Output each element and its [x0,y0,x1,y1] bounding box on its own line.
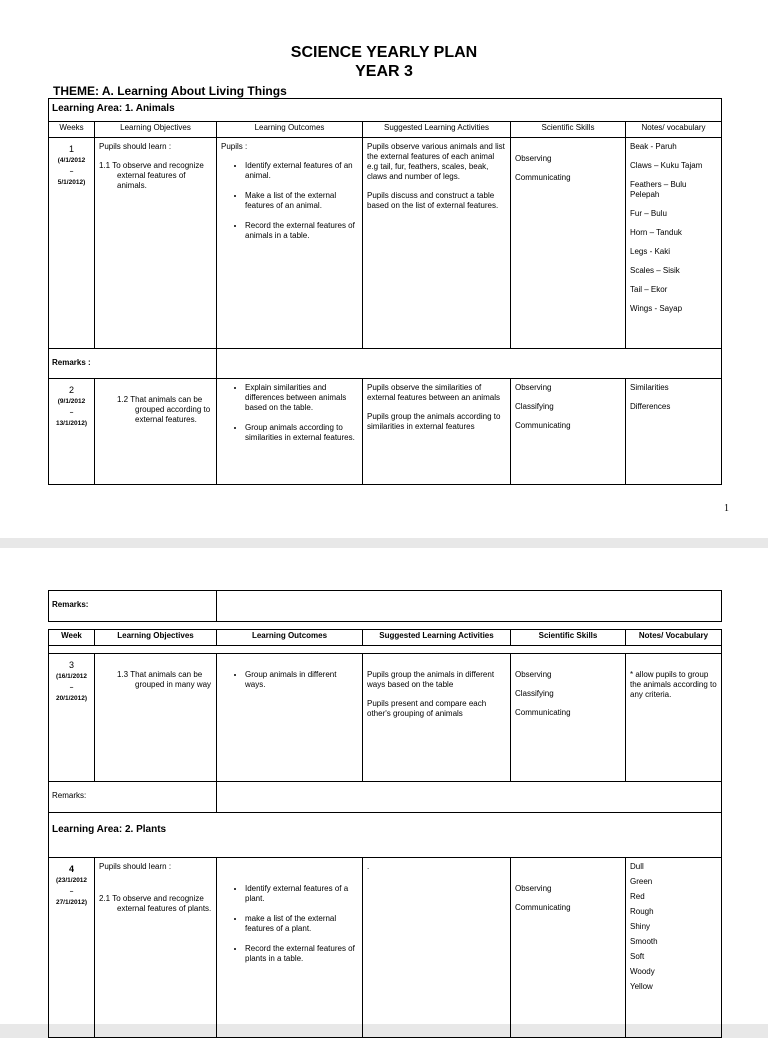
vocab-item: Green [630,877,653,886]
activities-cell [363,379,511,485]
outcome-list [221,884,358,964]
list-item: • make a list of the external features of a plant. [245,914,358,934]
week-cell [49,379,95,485]
objective-intro: Pupils should learn : [99,862,172,871]
skills-cell [511,654,626,782]
objectives-cell [95,858,217,1038]
remarks-label: Remarks : [49,349,217,379]
activities-cell: . [363,858,511,1038]
vocabulary-cell [626,379,722,485]
outcome-list [221,383,358,443]
table-row [49,379,722,485]
activity-text: Pupils present and compare each other's grouping of animals [367,699,487,718]
outcomes-cell [217,654,363,782]
remarks-label: Remarks: [49,782,217,813]
remarks-content [217,349,722,379]
remarks-row [49,782,722,813]
week-cell [49,654,95,782]
remarks-content [217,782,722,813]
week-number: 3 [68,660,74,670]
objective-intro: Pupils should learn : [99,142,172,151]
vocab-item: Similarities [630,383,669,392]
header-weeks: Weeks [49,122,95,138]
remarks-label: Remarks: [49,591,217,622]
objectives-cell [95,379,217,485]
skill-item: Communicating [515,903,571,912]
list-item: • Make a list of the external features of an animal. [245,191,358,211]
week-date-start: (16/1/2012 [55,673,88,680]
week-number: 4 [68,864,74,874]
remarks-row [49,349,722,379]
vocab-item: Woody [630,967,655,976]
learning-area-row [49,813,722,858]
objective-text: 1.3 That animals can be grouped in many way [117,670,212,689]
plan-year: YEAR 3 [355,63,413,80]
activity-text: Pupils observe various animals and list the external features of each animal e.g tail, fur, feathers, scales, beak, claws and number of legs. [367,142,505,181]
vocab-item: Fur – Bulu [630,209,667,218]
outcomes-cell [217,379,363,485]
objective-text: 1.2 That animals can be grouped according to external features. [117,395,211,424]
list-item: • Identify external features of an animal. [245,161,358,181]
week-cell [49,858,95,1038]
list-item: • Group animals according to similarities in external features. [245,423,358,443]
objectives-cell [95,138,217,349]
vocabulary-cell [626,858,722,1038]
vocab-item: Feathers – Bulu Pelepah [630,180,687,199]
list-item: • Record the external features of plants in a table. [245,944,358,964]
learning-area-label: Learning Area: 2. Plants [49,813,722,858]
week-date-end: 5/1/2012) [57,179,86,186]
week-date-end: 27/1/2012) [55,899,88,906]
header-activities: Suggested Learning Activities [363,122,511,138]
activity-text: Pupils group the animals in different ways based on the table [367,670,495,689]
table-row [49,138,722,349]
week-date-end: 13/1/2012) [55,420,88,427]
header-activities: Suggested Learning Activities [363,630,511,646]
table-row [49,858,722,1038]
vocab-item: Claws – Kuku Tajam [630,161,703,170]
header-vocabulary: Notes/ vocabulary [626,122,722,138]
learning-area-label: Learning Area: 1. Animals [52,103,175,114]
week-date-end: 20/1/2012) [55,695,88,702]
skill-item: Communicating [515,708,571,717]
activity-text: Pupils observe the similarities of external features between an animals [367,383,500,402]
vocab-item: Tail – Ekor [630,285,668,294]
header-vocabulary: Notes/ Vocabulary [626,630,722,646]
vocab-item: Smooth [630,937,658,946]
activity-text: Pupils group the animals according to similarities in external features [367,412,501,431]
list-item: • Group animals in different ways. [245,670,358,690]
week-date-start: (4/1/2012 [57,157,86,164]
week-date-dash: – [69,684,74,691]
outcomes-cell [217,138,363,349]
vocab-item: Red [630,892,645,901]
activities-cell [363,138,511,349]
vocab-item: Rough [630,907,654,916]
outcome-list [221,670,358,690]
week-number: 1 [68,144,74,154]
header-objectives: Learning Objectives [95,630,217,646]
vocab-item: Horn – Tanduk [630,228,682,237]
vocabulary-cell [626,138,722,349]
animals-plan-table [48,98,722,485]
week-date-start: (23/1/2012 [55,877,88,884]
table-row [49,654,722,782]
objective-text: 2.1 To observe and recognize external features of plants. [99,894,212,913]
week-date-dash: – [69,409,74,416]
activities-cell [363,654,511,782]
header-outcomes: Learning Outcomes [217,630,363,646]
skill-item: Communicating [515,421,571,430]
week-date-start: (9/1/2012 [57,398,86,405]
outcome-intro: Pupils : [221,142,248,151]
skill-item: Observing [515,884,552,893]
skill-item: Observing [515,154,552,163]
vocab-item: Legs - Kaki [630,247,671,256]
header-outcomes: Learning Outcomes [217,122,363,138]
learning-area-row [49,99,722,122]
notes-cell: * allow pupils to group the animals according to any criteria. [626,654,722,782]
vocab-item: Wings - Sayap [630,304,683,313]
document-page-2 [0,548,768,1024]
skills-cell [511,138,626,349]
list-item: • Record the external features of animals in a table. [245,221,358,241]
list-item: • Explain similarities and differences between animals based on the table. [245,383,358,413]
skill-item: Observing [515,383,552,392]
skills-cell [511,858,626,1038]
page-number: 1 [724,503,729,514]
skills-cell [511,379,626,485]
theme-heading: THEME: A. Learning About Living Things [53,84,287,98]
outcomes-cell [217,858,363,1038]
skill-item: Classifying [515,402,554,411]
week-number: 2 [68,385,74,395]
objectives-cell [95,654,217,782]
skill-item: Classifying [515,689,554,698]
header-skills: Scientific Skills [511,122,626,138]
header-objectives: Learning Objectives [95,122,217,138]
objective-text: 1.1 To observe and recognize external features of animals. [99,161,204,190]
skill-item: Communicating [515,173,571,182]
list-item: • Identify external features of a plant. [245,884,358,904]
week-date-dash: – [69,888,74,895]
vocab-item: Dull [630,862,644,871]
vocab-item: Yellow [630,982,653,991]
vocab-item: Beak - Paruh [630,142,677,151]
week-date-dash: – [69,168,74,175]
vocab-item: Shiny [630,922,651,931]
outcome-list [221,161,358,241]
skill-item: Observing [515,670,552,679]
remarks-top-table [48,590,722,622]
header-week: Week [49,630,95,646]
plan-title: SCIENCE YEARLY PLAN [290,44,478,61]
remarks-content [217,591,722,622]
header-skills: Scientific Skills [511,630,626,646]
week-cell [49,138,95,349]
vocab-item: Differences [630,402,671,411]
vocab-item: Soft [630,952,645,961]
vocab-item: Scales – Sisik [630,266,680,275]
plants-plan-table [48,629,722,1038]
activity-text: Pupils discuss and construct a table based on the list of external features. [367,191,499,210]
